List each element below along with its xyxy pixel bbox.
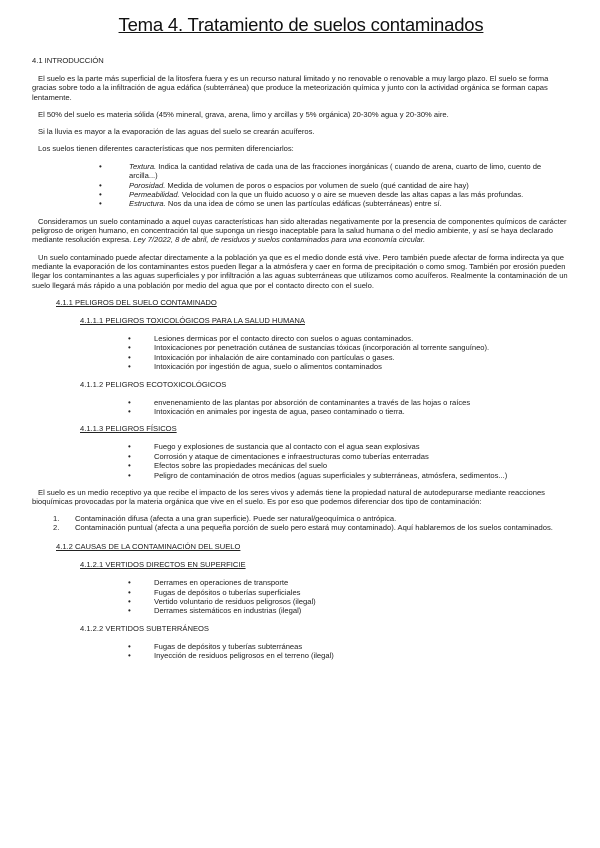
paragraph-soil-composition: El 50% del suelo es materia sólida (45% mineral, grava, arena, limo y arcillas y 5% orgánica) 20-30% agua y 20-30% aire. <box>38 109 449 119</box>
section-heading-4-1-1-1: 4.1.1.1 PELIGROS TOXICOLÓGICOS PARA LA SALUD HUMANA <box>80 315 305 325</box>
soil-features-list <box>32 162 570 209</box>
list-item: • Derrames sistemáticos en industrias (ilegal) <box>154 606 570 615</box>
list-item: • Fuego y explosiones de sustancia que al contacto con el agua sean explosivas <box>154 442 570 451</box>
list-item: • Intoxicación en animales por ingesta de agua, paseo contaminado o tierra. <box>154 407 570 416</box>
paragraph-population-effects: Un suelo contaminado puede afectar directamente a la población ya que es el medio donde está vive. Pero también puede afectar de forma indirecta ya que mediante la evaporación de los contaminantes estos pueden llegar a la atmósfera y caer en forma de precipitación o como smog. También por erosión pueden llegar los contaminantes a las aguas superficiales y por infiltración a las aguas subterráneas que utilizamos como acuíferos. Realmente la contaminación de un suelo llegará más rápido a una población por medio del agua que por el contacto directo con el suelo. <box>32 252 568 290</box>
physical-hazards-list <box>32 442 570 480</box>
page-title: Tema 4. Tratamiento de suelos contaminados <box>118 14 484 35</box>
list-item: • Derrames en operaciones de transporte <box>154 578 570 587</box>
list-item: 2. Contaminación puntual (afecta a una pequeña porción de suelo pero estará muy contaminado). Aquí hablaremos de los suelos contaminados. <box>53 522 553 532</box>
paragraph-aquifers: Si la lluvia es mayor a la evaporación de las aguas del suelo se crearán acuíferos. <box>38 127 315 137</box>
list-item: • Inyección de residuos peligrosos en el terreno (ilegal) <box>154 651 570 660</box>
ecotoxicological-hazards-list <box>32 398 570 417</box>
list-item: • Efectos sobre las propiedades mecánicas del suelo <box>154 461 570 470</box>
section-heading-4-1-2: 4.1.2 CAUSAS DE LA CONTAMINACIÓN DEL SUELO <box>56 542 241 552</box>
section-heading-4-1-1-3: 4.1.1.3 PELIGROS FÍSICOS <box>80 424 177 434</box>
list-item: • Textura. Indica la cantidad relativa de cada una de las fracciones inorgánicas ( cuando de arena, cuarto de limo, cuento de arcilla...) <box>129 162 570 181</box>
paragraph-contaminated-soil-definition: Consideramos un suelo contaminado a aquel cuyas características han sido alteradas negativamente por la presencia de componentes químicos de carácter peligroso de origen humano, en concentración tal que suponga un riesgo inaceptable para la salud humana o del medio ambiente, y así se haya declarado mediante resolución expresa. Ley 7/2022, 8 de abril, de residuos y suelos contaminados para una economía circular. <box>32 216 567 245</box>
list-item: • Estructura. Nos da una idea de cómo se unen las partículas edáficas (subterráneas) entre sí. <box>129 199 570 208</box>
section-heading-4-1-2-1: 4.1.2.1 VERTIDOS DIRECTOS EN SUPERFICIE <box>80 560 246 570</box>
paragraph-characteristics-intro: Los suelos tienen diferentes características que nos permiten diferenciarlos: <box>38 144 294 154</box>
list-item: • envenenamiento de las plantas por absorción de contaminantes a través de las hojas o raíces <box>154 398 570 407</box>
list-item: • Intoxicación por inhalación de aire contaminado con partículas o gases. <box>154 353 570 362</box>
list-item: • Intoxicación por ingestión de agua, suelo o alimentos contaminados <box>154 362 570 371</box>
list-item: • Peligro de contaminación de otros medios (aguas superficiales y subterráneas, atmósfera, sedimentos...) <box>154 471 570 480</box>
section-heading-4-1-1-2: 4.1.1.2 PELIGROS ECOTOXICOLÓGICOS <box>80 379 227 389</box>
underground-discharges-list <box>32 642 570 661</box>
list-item: • Intoxicaciones por penetración cutánea de sustancias tóxicas (incorporación al torrente sanguíneo). <box>154 343 570 352</box>
list-item: • Permeabilidad. Velocidad con la que un fluido acuoso y o aire se mueven desde las altas capas a las más profundas. <box>129 190 570 199</box>
surface-discharges-list <box>32 578 570 616</box>
list-item: • Porosidad. Medida de volumen de poros o espacios por volumen de suelo (qué cantidad de aire hay) <box>129 181 570 190</box>
section-heading-4-1: 4.1 INTRODUCCIÓN <box>32 56 104 65</box>
list-item: 1. Contaminación difusa (afecta a una gran superficie). Puede ser natural/geoquímica o antrópica. <box>53 513 397 523</box>
section-heading-4-1-1: 4.1.1 PELIGROS DEL SUELO CONTAMINADO <box>56 297 217 307</box>
list-item: • Fugas de depósitos y tuberías subterráneas <box>154 642 570 651</box>
list-item: • Lesiones dermicas por el contacto directo con suelos o aguas contaminados. <box>154 334 570 343</box>
list-item: • Fugas de depósitos o tuberías superficiales <box>154 588 570 597</box>
paragraph-receptive-medium: El suelo es un medio receptivo ya que recibe el impacto de los seres vivos y además tiene la propiedad natural de autodepurarse mediante reacciones bioquímicas provocadas por la materia orgánica que vive en el suelo. Es por eso que podemos diferenciar dos tipo de contaminación: <box>32 487 545 507</box>
toxicological-hazards-list <box>32 334 570 372</box>
law-reference: Ley 7/2022, 8 de abril, de residuos y suelos contaminados para una economía circular. <box>133 235 426 245</box>
contamination-types-list <box>32 514 570 533</box>
list-item: • Corrosión y ataque de cimentaciones e infraestructuras como tuberías enterradas <box>154 452 570 461</box>
paragraph-soil-definition: El suelo es la parte más superficial de la litosfera fuera y es un recurso natural limitado y no renovable o renovable a muy largo plazo. El suelo se forma gracias sobre todo a la infiltración de agua edáfica (subterránea) que produce la meteorización química y junto con la actividad orgánica se forman capas lentamente. <box>32 74 549 102</box>
list-item: • Vertido voluntario de residuos peligrosos (ilegal) <box>154 597 570 606</box>
section-heading-4-1-2-2: 4.1.2.2 VERTIDOS SUBTERRÁNEOS <box>80 623 209 633</box>
